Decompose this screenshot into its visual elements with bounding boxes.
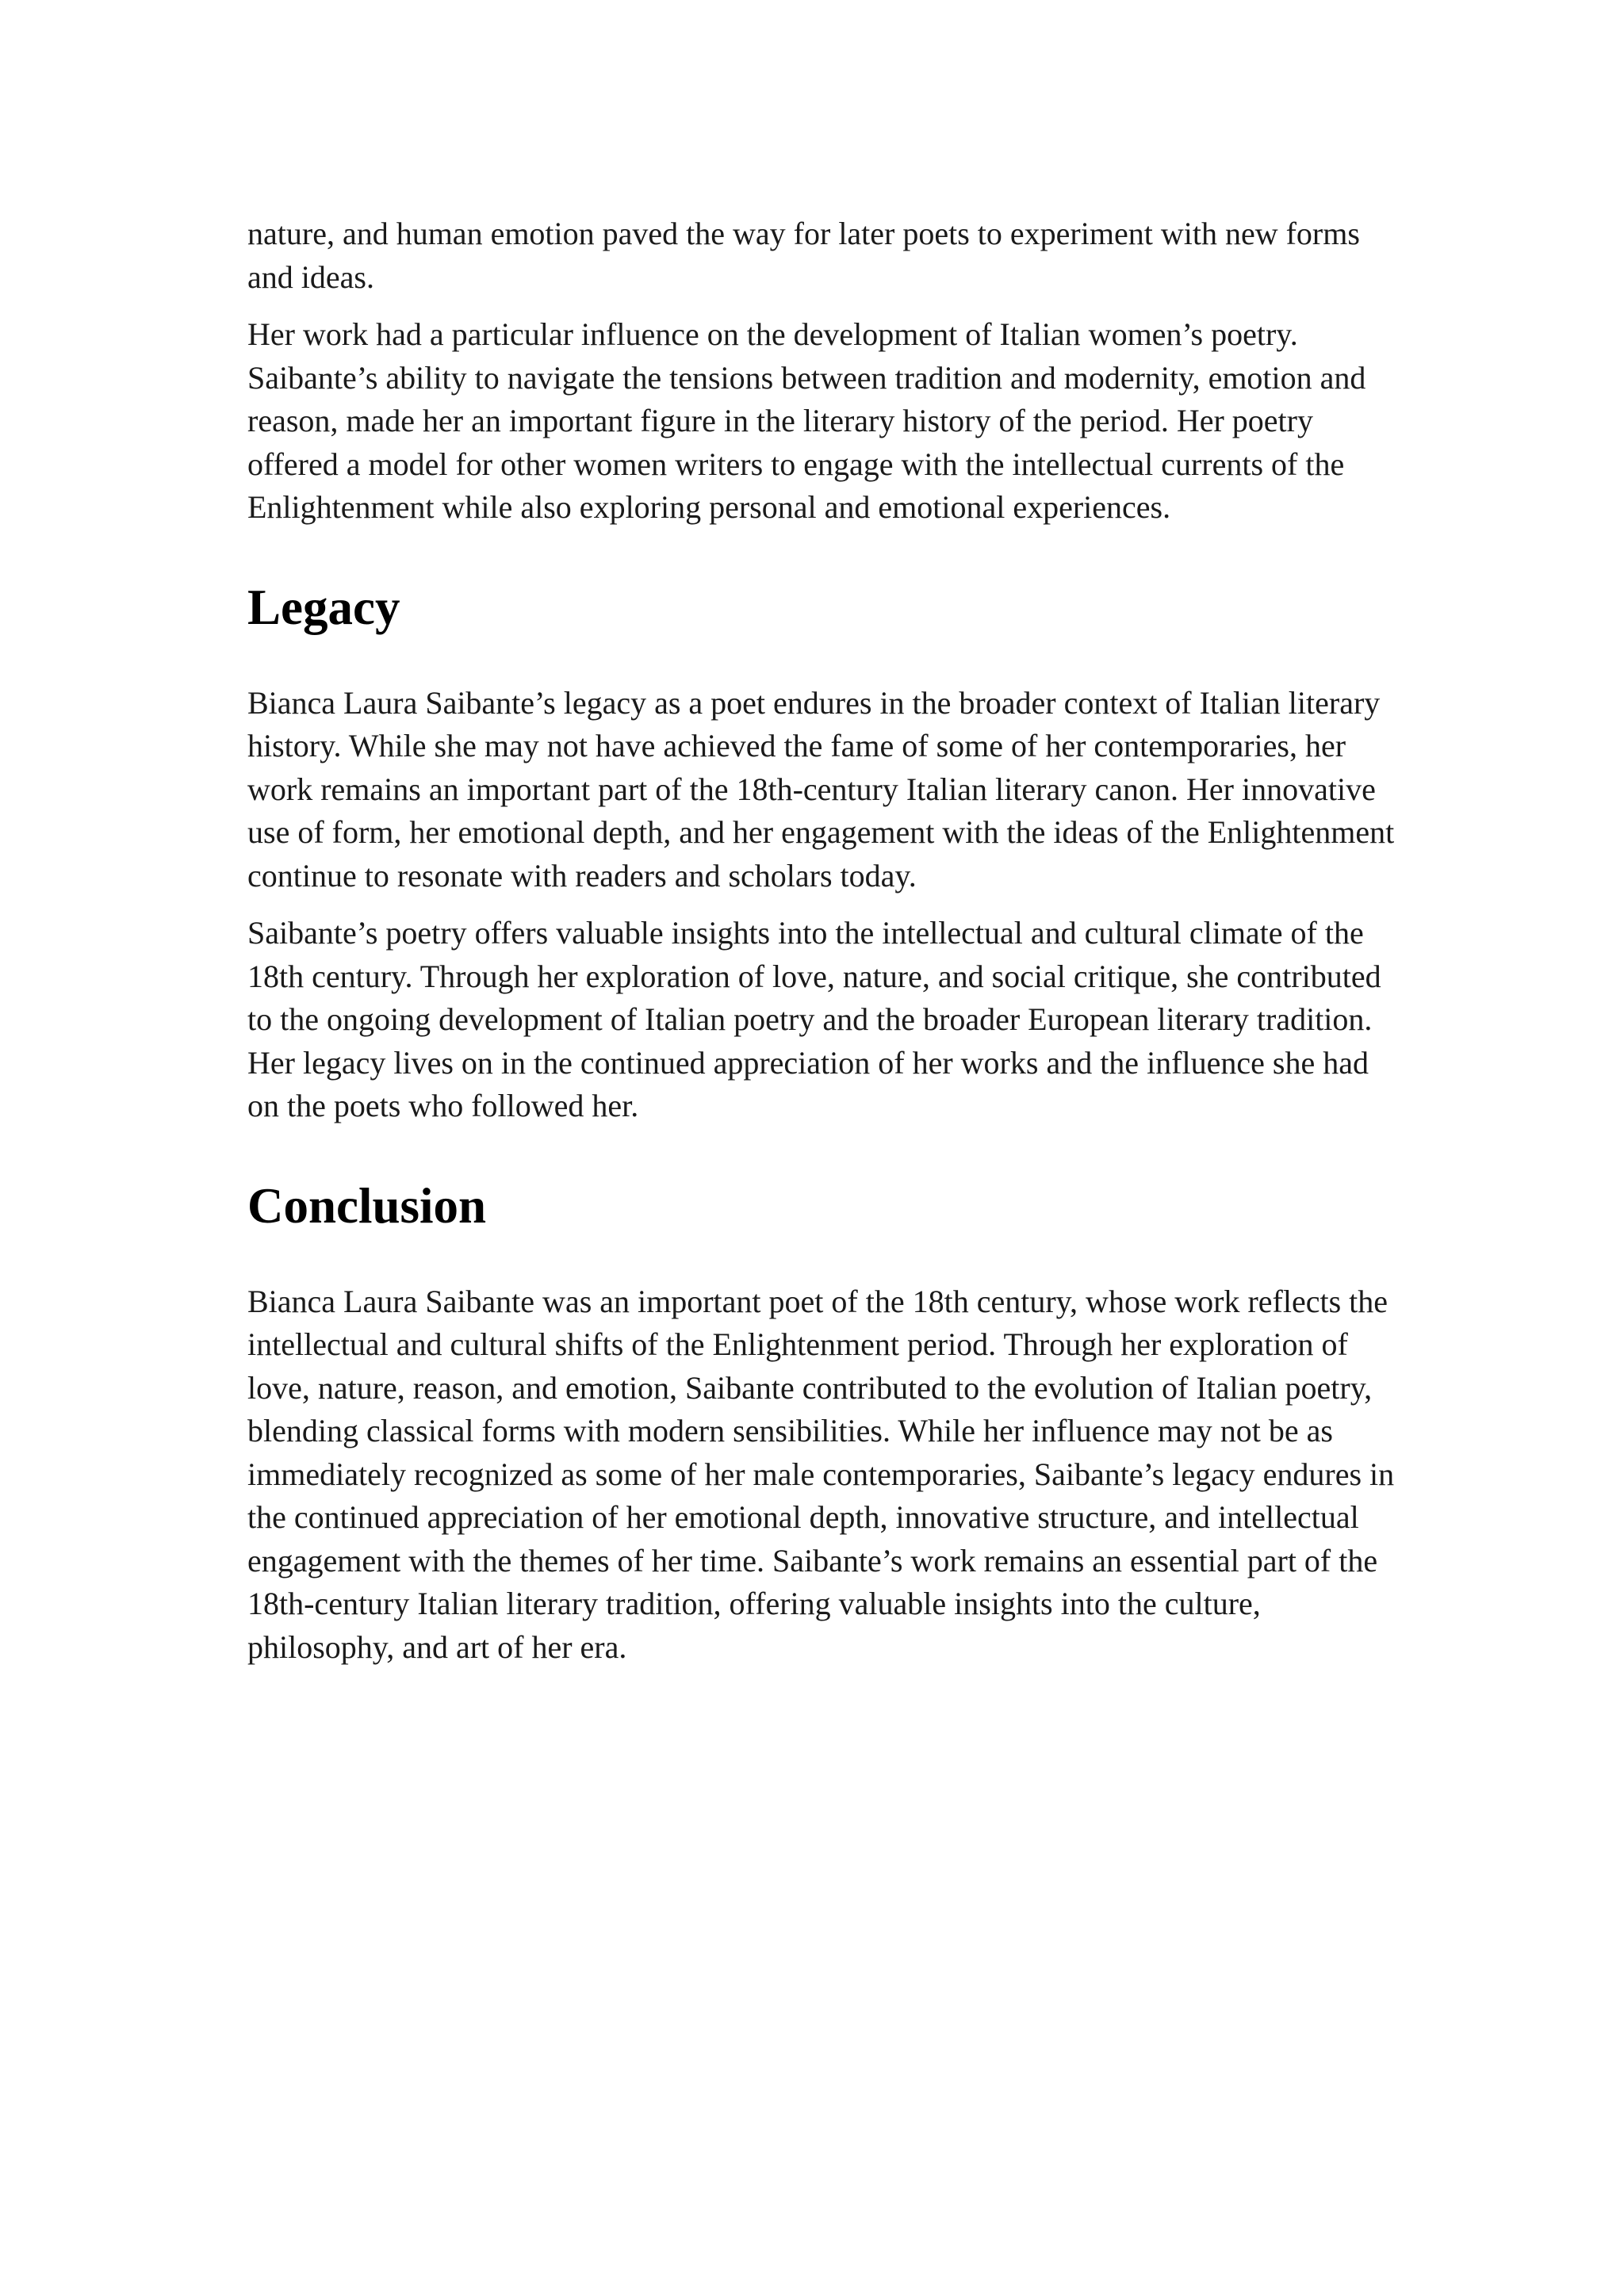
intro-paragraph-continued: nature, and human emotion paved the way for later poets to experiment with new forms and ideas. [247,216,1360,295]
legacy-heading: Legacy [247,579,400,635]
conclusion-paragraph: Bianca Laura Saibante was an important poet of the 18th century, whose work reflects the intellectual and cultural shifts of the Enlightenment period. Through her exploration of love, nature, reason, and emotion, Saibante contributed to the evolution of Italian poetry, blending classical forms with modern sensibilities. While her influence may not be as immediately recognized as some of her male contemporaries, Saibante’s legacy endures in the continued appreciation of her emotional depth, innovative structure, and intellectual engagement with the themes of her time. Saibante’s work remains an essential part of the 18th-century Italian literary tradition, offering valuable insights into the culture, philosophy, and art of her era. [247,1283,1395,1665]
conclusion-heading: Conclusion [247,1177,487,1234]
intro-paragraph-influence: Her work had a particular influence on the development of Italian women’s poetry. Saibante’s ability to navigate the tensions between tradition and modernity, emotion and reason, made her an important figure in the literary history of the period. Her poetry offered a model for other women writers to engage with the intellectual currents of the Enlightenment while also exploring personal and emotional experiences. [247,316,1366,525]
legacy-paragraph-2: Saibante’s poetry offers valuable insights into the intellectual and cultural climate of the 18th century. Through her exploration of love, nature, and social critique, she contributed to the ongoing development of Italian poetry and the broader European literary tradition. Her legacy lives on in the continued appreciation of her works and the influence she had on the poets who followed her. [247,915,1381,1123]
page-content [247,212,1405,1683]
legacy-paragraph-1: Bianca Laura Saibante’s legacy as a poet endures in the broader context of Italian literary history. While she may not have achieved the fame of some of her contemporaries, her work remains an important part of the 18th-century Italian literary canon. Her innovative use of form, her emotional depth, and her engagement with the ideas of the Enlightenment continue to resonate with readers and scholars today. [247,684,1395,894]
